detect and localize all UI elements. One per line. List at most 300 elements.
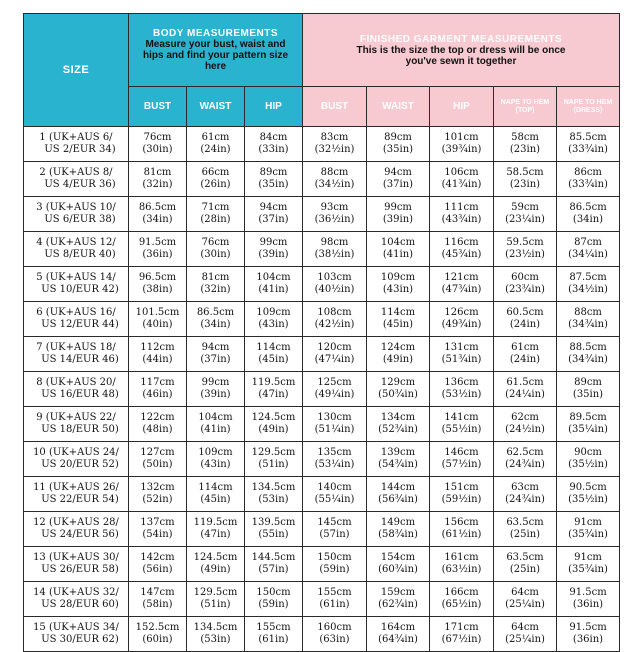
measurement-cm: 124cm: [380, 342, 416, 353]
measurement-in: (43in): [382, 284, 414, 295]
table-row: [24, 337, 620, 372]
measurement-cm: 99cm: [259, 237, 288, 248]
measurement-cm: 129.5cm: [251, 447, 296, 458]
measurement-cm: 155cm: [256, 622, 291, 633]
size-label-line: 8 (UK+AUS 20/: [36, 377, 116, 388]
measurement-cell: [245, 547, 303, 582]
measurement-cm: 161cm: [444, 552, 479, 563]
measurement-in: (59in): [258, 599, 289, 610]
measurement-cell: [187, 617, 245, 652]
measurement-in: (36in): [572, 634, 604, 645]
measurement-cell: [129, 512, 187, 547]
measurement-in: (45in): [382, 319, 414, 330]
measurement-cell: [557, 582, 620, 617]
measurement-cell: [557, 442, 620, 477]
measurement-in: (67½in): [441, 634, 482, 645]
measurement-cm: 121cm: [444, 272, 479, 283]
measurement-cell: [129, 547, 187, 582]
measurement-cell: [494, 547, 557, 582]
finished-col-header: NAPE TO HEM (TOP): [494, 87, 557, 127]
measurement-in: (34¾in): [568, 354, 608, 365]
measurement-cell: [430, 442, 494, 477]
size-label-line: US 16/EUR 48): [41, 389, 119, 400]
measurement-cm: 94cm: [384, 167, 412, 178]
measurement-cm: 117cm: [140, 377, 175, 388]
size-rows: [24, 127, 620, 652]
measurement-cm: 129cm: [380, 377, 416, 388]
size-label-line: US 18/EUR 50): [41, 424, 119, 435]
measurement-cell: [367, 127, 430, 162]
measurement-cm: 109cm: [256, 307, 291, 318]
measurement-cm: 88.5cm: [569, 342, 607, 353]
measurement-cell: [129, 232, 187, 267]
measurement-cm: 88cm: [574, 307, 602, 318]
measurement-in: (43in): [258, 319, 289, 330]
measurement-in: (60in): [142, 634, 173, 645]
body-col-header: HIP: [245, 87, 303, 127]
measurement-cell: [430, 127, 494, 162]
measurement-in: (57½in): [441, 459, 482, 470]
measurement-cell: [187, 267, 245, 302]
measurement-in: (32in): [142, 179, 173, 190]
finished-garment-title: FINISHED GARMENT MEASUREMENTS: [359, 33, 563, 45]
measurement-cell: [430, 372, 494, 407]
measurement-cm: 89.5cm: [569, 412, 607, 423]
measurement-cm: 63.5cm: [506, 517, 544, 528]
size-label-cell: [24, 232, 129, 267]
measurement-cm: 91.5cm: [138, 237, 177, 248]
measurement-cm: 124.5cm: [251, 412, 296, 423]
measurement-in: (32½in): [314, 144, 355, 155]
measurement-cell: [367, 407, 430, 442]
measurement-in: (48in): [142, 424, 173, 435]
measurement-cell: [187, 407, 245, 442]
measurement-in: (49in): [258, 424, 289, 435]
finished-garment-header: [303, 14, 620, 87]
size-label-line: 7 (UK+AUS 18/: [36, 342, 116, 353]
measurement-cm: 114cm: [256, 342, 291, 353]
measurement-in: (34in): [142, 214, 173, 225]
measurement-cell: [187, 442, 245, 477]
measurement-cm: 149cm: [380, 517, 416, 528]
measurement-cm: 71cm: [201, 202, 230, 213]
size-label-line: 15 (UK+AUS 34/: [33, 622, 119, 633]
measurement-in: (51¾in): [441, 354, 482, 365]
size-label-line: 11 (UK+AUS 26/: [33, 482, 119, 493]
measurement-cell: [557, 477, 620, 512]
measurement-cell: [494, 162, 557, 197]
measurement-in: (35¼in): [568, 424, 608, 435]
measurement-in: (35½in): [568, 494, 608, 505]
measurement-cell: [367, 547, 430, 582]
measurement-in: (39in): [382, 214, 414, 225]
measurement-cell: [557, 372, 620, 407]
finished-col-header: WAIST: [367, 87, 430, 127]
measurement-cell: [367, 197, 430, 232]
size-label-line: US 6/EUR 38): [44, 214, 116, 225]
measurement-in: (37in): [200, 354, 231, 365]
measurement-in: (34in): [572, 214, 604, 225]
size-label-line: US 12/EUR 44): [41, 319, 119, 330]
measurement-cell: [367, 162, 430, 197]
measurement-cell: [430, 302, 494, 337]
measurement-cm: 61cm: [201, 132, 230, 143]
measurement-cm: 58.5cm: [506, 167, 544, 178]
measurement-in: (41in): [200, 424, 231, 435]
measurement-cell: [245, 512, 303, 547]
measurement-cell: [245, 267, 303, 302]
measurement-cm: 124.5cm: [193, 552, 238, 563]
measurement-cm: 62.5cm: [506, 447, 544, 458]
size-label-cell: [24, 197, 129, 232]
measurement-cm: 94cm: [259, 202, 288, 213]
measurement-in: (55½in): [441, 424, 482, 435]
measurement-in: (57in): [319, 529, 350, 540]
measurement-cm: 160cm: [317, 622, 352, 633]
measurement-cm: 150cm: [317, 552, 352, 563]
measurement-in: (45¾in): [441, 249, 482, 260]
measurement-in: (24in): [509, 354, 541, 365]
size-label-cell: [24, 127, 129, 162]
measurement-cell: [494, 127, 557, 162]
measurement-cm: 134.5cm: [251, 482, 296, 493]
measurement-in: (35¾in): [568, 564, 608, 575]
measurement-cm: 109cm: [198, 447, 233, 458]
measurement-cell: [187, 127, 245, 162]
measurement-cell: [187, 197, 245, 232]
measurement-cm: 90cm: [574, 447, 602, 458]
size-label-line: 2 (UK+AUS 8/: [39, 167, 113, 178]
measurement-cell: [245, 197, 303, 232]
measurement-cell: [129, 302, 187, 337]
measurement-cell: [245, 302, 303, 337]
measurement-in: (51in): [200, 599, 231, 610]
measurement-cell: [430, 162, 494, 197]
measurement-cm: 83cm: [320, 132, 349, 143]
size-label-cell: [24, 582, 129, 617]
measurement-cell: [367, 372, 430, 407]
measurement-cell: [187, 337, 245, 372]
measurement-cell: [303, 232, 367, 267]
measurement-in: (38in): [142, 284, 173, 295]
measurement-cell: [430, 477, 494, 512]
table-row: [24, 197, 620, 232]
measurement-in: (55¼in): [314, 494, 355, 505]
measurement-cm: 60.5cm: [506, 307, 544, 318]
measurement-in: (35¾in): [568, 529, 608, 540]
measurement-cm: 59cm: [511, 202, 539, 213]
size-chart-table: [23, 13, 620, 652]
measurement-in: (58in): [142, 599, 173, 610]
measurement-cm: 91.5cm: [569, 587, 607, 598]
measurement-cm: 63cm: [511, 482, 539, 493]
measurement-cm: 125cm: [317, 377, 352, 388]
measurement-in: (49¼in): [314, 389, 355, 400]
size-label-line: US 26/EUR 58): [41, 564, 119, 575]
measurement-cm: 154cm: [380, 552, 416, 563]
measurement-in: (30in): [200, 249, 231, 260]
size-label-line: US 20/EUR 52): [41, 459, 119, 470]
measurement-cell: [367, 267, 430, 302]
measurement-in: (24½in): [505, 424, 545, 435]
measurement-cm: 101.5cm: [135, 307, 180, 318]
measurement-cell: [494, 512, 557, 547]
measurement-cm: 90.5cm: [569, 482, 607, 493]
measurement-in: (50in): [142, 459, 173, 470]
measurement-cell: [557, 197, 620, 232]
measurement-in: (24in): [200, 144, 231, 155]
measurement-cell: [430, 582, 494, 617]
measurement-cell: [245, 617, 303, 652]
measurement-in: (32in): [200, 284, 231, 295]
measurement-cm: 152.5cm: [135, 622, 180, 633]
measurement-cm: 104cm: [198, 412, 233, 423]
body-measurements-header: [129, 14, 303, 87]
measurement-in: (39in): [200, 389, 231, 400]
measurement-in: (53¼in): [314, 459, 355, 470]
measurement-cm: 114cm: [198, 482, 233, 493]
measurement-in: (25in): [509, 529, 541, 540]
measurement-in: (65½in): [441, 599, 482, 610]
measurement-cell: [303, 372, 367, 407]
table-row: [24, 407, 620, 442]
measurement-cm: 85.5cm: [569, 132, 607, 143]
measurement-in: (36½in): [314, 214, 355, 225]
measurement-cm: 114cm: [380, 307, 416, 318]
size-label-cell: [24, 442, 129, 477]
measurement-in: (61½in): [441, 529, 482, 540]
measurement-cell: [367, 617, 430, 652]
measurement-in: (47in): [258, 389, 289, 400]
size-label-line: US 22/EUR 54): [41, 494, 119, 505]
table-row: [24, 617, 620, 652]
measurement-in: (42½in): [314, 319, 355, 330]
measurement-in: (24in): [509, 319, 541, 330]
measurement-in: (56in): [142, 564, 173, 575]
measurement-cell: [129, 442, 187, 477]
measurement-cm: 93cm: [320, 202, 349, 213]
measurement-cell: [187, 512, 245, 547]
measurement-cell: [245, 337, 303, 372]
measurement-cell: [245, 162, 303, 197]
size-label-cell: [24, 617, 129, 652]
measurement-cell: [129, 267, 187, 302]
measurement-cell: [303, 582, 367, 617]
size-chart-container: [23, 13, 620, 652]
measurement-in: (34¼in): [568, 249, 608, 260]
table-row: [24, 267, 620, 302]
measurement-cm: 116cm: [444, 237, 479, 248]
measurement-cm: 134cm: [380, 412, 416, 423]
measurement-in: (47¼in): [314, 354, 355, 365]
table-row: [24, 547, 620, 582]
measurement-cell: [303, 512, 367, 547]
measurement-cm: 76cm: [143, 132, 172, 143]
measurement-cell: [557, 232, 620, 267]
size-label-line: US 28/EUR 60): [41, 599, 119, 610]
measurement-cm: 150cm: [256, 587, 291, 598]
measurement-in: (23in): [509, 179, 541, 190]
measurement-cm: 104cm: [380, 237, 416, 248]
measurement-cell: [303, 617, 367, 652]
size-label-cell: [24, 337, 129, 372]
measurement-cm: 129.5cm: [193, 587, 238, 598]
size-label-cell: [24, 372, 129, 407]
measurement-cm: 134.5cm: [193, 622, 238, 633]
measurement-in: (55in): [258, 529, 289, 540]
measurement-cm: 60cm: [511, 272, 539, 283]
measurement-cell: [557, 127, 620, 162]
measurement-cm: 120cm: [317, 342, 352, 353]
measurement-cell: [494, 442, 557, 477]
measurement-cell: [187, 547, 245, 582]
size-label-line: 1 (UK+AUS 6/: [39, 132, 113, 143]
measurement-cm: 155cm: [317, 587, 352, 598]
measurement-in: (56¾in): [378, 494, 418, 505]
size-label-line: 9 (UK+AUS 22/: [36, 412, 116, 423]
measurement-cell: [187, 582, 245, 617]
size-label-line: US 4/EUR 36): [44, 179, 116, 190]
size-label-cell: [24, 547, 129, 582]
measurement-in: (47¾in): [441, 284, 482, 295]
measurement-cm: 89cm: [384, 132, 412, 143]
measurement-in: (35in): [382, 144, 414, 155]
measurement-cell: [303, 302, 367, 337]
measurement-cell: [430, 337, 494, 372]
measurement-cell: [187, 302, 245, 337]
measurement-cell: [430, 197, 494, 232]
body-measurements-subtitle: Measure your bust, waist and hips and find your pattern size here: [143, 39, 289, 72]
measurement-in: (62¾in): [378, 599, 418, 610]
measurement-in: (23½in): [505, 249, 545, 260]
measurement-in: (39¾in): [441, 144, 482, 155]
measurement-in: (53in): [200, 634, 231, 645]
measurement-in: (24¼in): [505, 389, 545, 400]
measurement-cm: 122cm: [140, 412, 175, 423]
measurement-in: (64¾in): [378, 634, 418, 645]
measurement-in: (53in): [258, 494, 289, 505]
measurement-cell: [494, 477, 557, 512]
measurement-in: (23¾in): [505, 284, 545, 295]
measurement-cell: [430, 617, 494, 652]
measurement-in: (57in): [258, 564, 289, 575]
measurement-cell: [557, 512, 620, 547]
measurement-cell: [367, 302, 430, 337]
measurement-cell: [303, 442, 367, 477]
measurement-cm: 86.5cm: [196, 307, 235, 318]
measurement-cell: [557, 407, 620, 442]
measurement-cm: 81cm: [143, 167, 172, 178]
measurement-cm: 139.5cm: [251, 517, 296, 528]
measurement-cm: 84cm: [259, 132, 288, 143]
measurement-cell: [557, 547, 620, 582]
size-label-line: 10 (UK+AUS 24/: [33, 447, 119, 458]
measurement-cell: [494, 407, 557, 442]
measurement-cm: 64cm: [511, 587, 539, 598]
measurement-in: (35½in): [568, 459, 608, 470]
measurement-cell: [557, 302, 620, 337]
size-label-cell: [24, 162, 129, 197]
measurement-cm: 146cm: [444, 447, 479, 458]
measurement-cell: [129, 477, 187, 512]
measurement-cm: 101cm: [444, 132, 479, 143]
size-label-line: 13 (UK+AUS 30/: [33, 552, 119, 563]
measurement-cm: 164cm: [380, 622, 416, 633]
measurement-cm: 91cm: [574, 552, 602, 563]
size-label-line: 5 (UK+AUS 14/: [36, 272, 116, 283]
measurement-in: (44in): [142, 354, 173, 365]
measurement-cm: 151cm: [444, 482, 479, 493]
measurement-cell: [430, 407, 494, 442]
finished-col-header: BUST: [303, 87, 367, 127]
size-label-line: 12 (UK+AUS 28/: [33, 517, 119, 528]
measurement-cm: 64cm: [511, 622, 539, 633]
table-row: [24, 232, 620, 267]
size-label-line: 6 (UK+AUS 16/: [36, 307, 116, 318]
measurement-cm: 86.5cm: [569, 202, 607, 213]
measurement-cell: [129, 337, 187, 372]
measurement-cell: [245, 407, 303, 442]
measurement-cell: [245, 372, 303, 407]
measurement-in: (58¾in): [378, 529, 418, 540]
measurement-in: (33in): [258, 144, 289, 155]
measurement-cm: 147cm: [140, 587, 175, 598]
body-col-header: WAIST: [187, 87, 245, 127]
measurement-cm: 88cm: [320, 167, 349, 178]
measurement-cell: [129, 197, 187, 232]
measurement-cm: 159cm: [380, 587, 416, 598]
size-label-line: US 2/EUR 34): [44, 144, 116, 155]
measurement-in: (23in): [509, 144, 541, 155]
measurement-cell: [187, 162, 245, 197]
finished-col-header: NAPE TO HEM (DRESS): [557, 87, 620, 127]
measurement-cell: [557, 267, 620, 302]
measurement-in: (43¾in): [441, 214, 482, 225]
measurement-cell: [303, 267, 367, 302]
measurement-in: (46in): [142, 389, 173, 400]
measurement-cell: [430, 232, 494, 267]
measurement-in: (36in): [142, 249, 173, 260]
measurement-cm: 132cm: [140, 482, 175, 493]
measurement-cell: [245, 477, 303, 512]
measurement-cm: 144.5cm: [251, 552, 296, 563]
measurement-cell: [245, 127, 303, 162]
table-row: [24, 442, 620, 477]
measurement-in: (34in): [200, 319, 231, 330]
measurement-in: (33¾in): [568, 144, 608, 155]
measurement-cell: [187, 372, 245, 407]
measurement-cell: [303, 337, 367, 372]
measurement-cell: [303, 127, 367, 162]
measurement-cm: 87cm: [574, 237, 602, 248]
size-label-cell: [24, 302, 129, 337]
measurement-cm: 140cm: [317, 482, 352, 493]
measurement-in: (49¾in): [441, 319, 482, 330]
measurement-in: (50¾in): [378, 389, 418, 400]
measurement-cell: [367, 477, 430, 512]
measurement-cell: [430, 512, 494, 547]
measurement-cm: 87.5cm: [569, 272, 607, 283]
measurement-cell: [494, 232, 557, 267]
body-measurements-title: BODY MEASUREMENTS: [153, 28, 278, 39]
size-label-cell: [24, 407, 129, 442]
measurement-in: (34½in): [568, 284, 608, 295]
measurement-cm: 61.5cm: [506, 377, 544, 388]
measurement-cm: 171cm: [444, 622, 479, 633]
measurement-cm: 141cm: [444, 412, 479, 423]
measurement-cm: 139cm: [380, 447, 416, 458]
measurement-in: (40½in): [314, 284, 355, 295]
